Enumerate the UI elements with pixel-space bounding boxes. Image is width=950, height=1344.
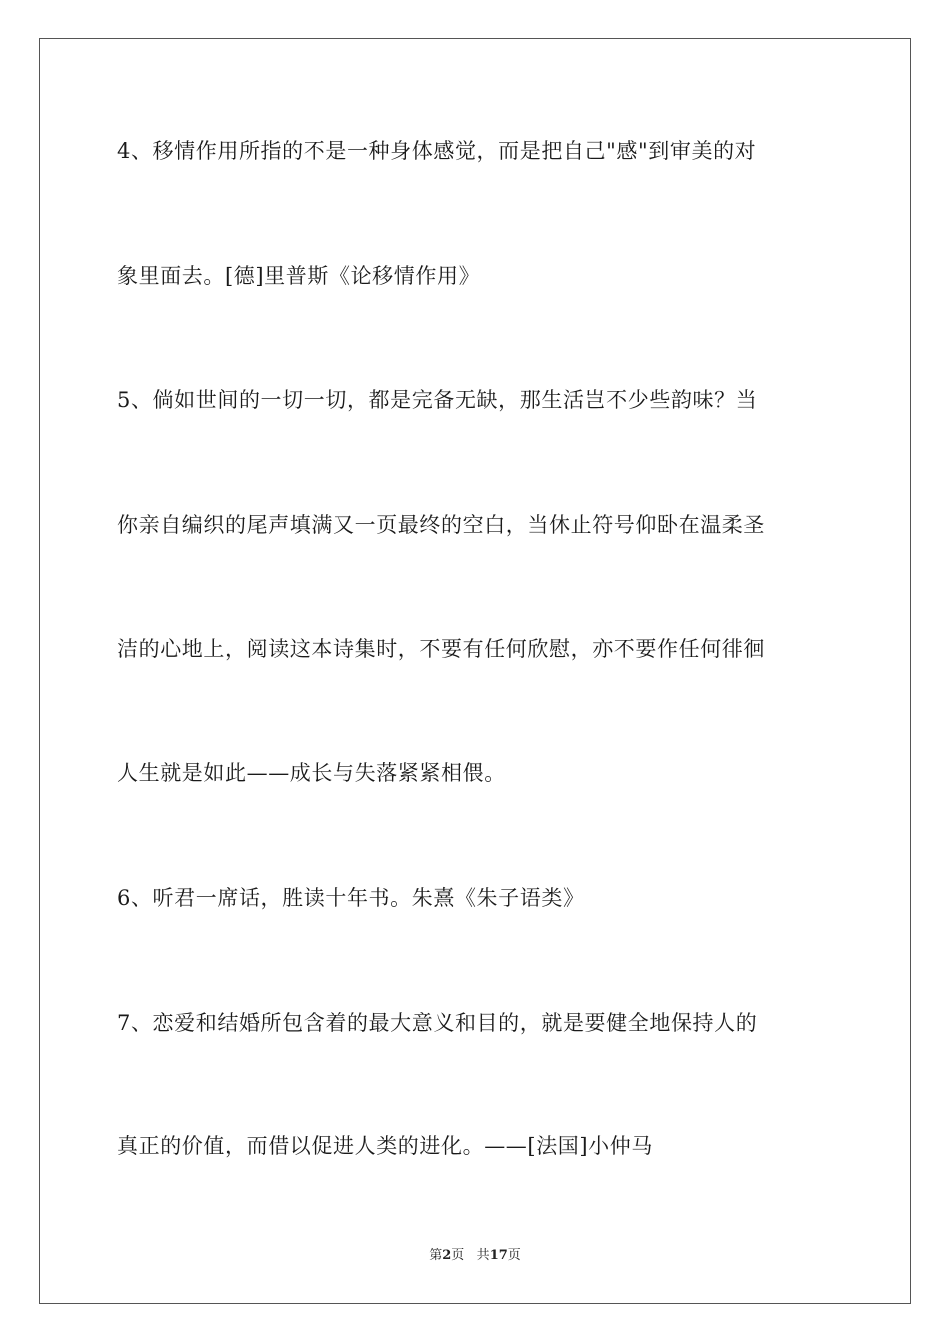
- text-line: 真正的价值，而借以促进人类的进化。——[法国]小仲马: [117, 1134, 653, 1158]
- text-line: 象里面去。[德]里普斯《论移情作用》: [117, 264, 481, 288]
- text-line: 4、移情作用所指的不是一种身体感觉，而是把自己"感"到审美的对: [117, 139, 757, 163]
- total-pages-number: 17: [489, 1248, 508, 1263]
- total-prefix: 共: [476, 1248, 490, 1263]
- text-line: 6、听君一席话，胜读十年书。朱熹《朱子语类》: [117, 886, 585, 910]
- page-suffix: 页: [451, 1248, 465, 1263]
- total-suffix: 页: [507, 1248, 521, 1263]
- text-line: 7、恋爱和结婚所包含着的最大意义和目的，就是要健全地保持人的: [117, 1011, 758, 1035]
- text-line: 你亲自编织的尾声填满又一页最终的空白，当休止符号仰卧在温柔圣: [117, 513, 765, 537]
- page-frame: [39, 38, 911, 1304]
- text-line: 人生就是如此——成长与失落紧紧相偎。: [117, 761, 506, 785]
- text-line: 洁的心地上，阅读这本诗集时，不要有任何欣慰，亦不要作任何徘徊: [117, 637, 765, 661]
- page-prefix: 第: [429, 1248, 443, 1263]
- text-line: 5、倘如世间的一切一切，都是完备无缺，那生活岂不少些韵味？当: [117, 388, 758, 412]
- page-number-footer: [0, 1247, 950, 1265]
- current-page-number: 2: [442, 1248, 452, 1263]
